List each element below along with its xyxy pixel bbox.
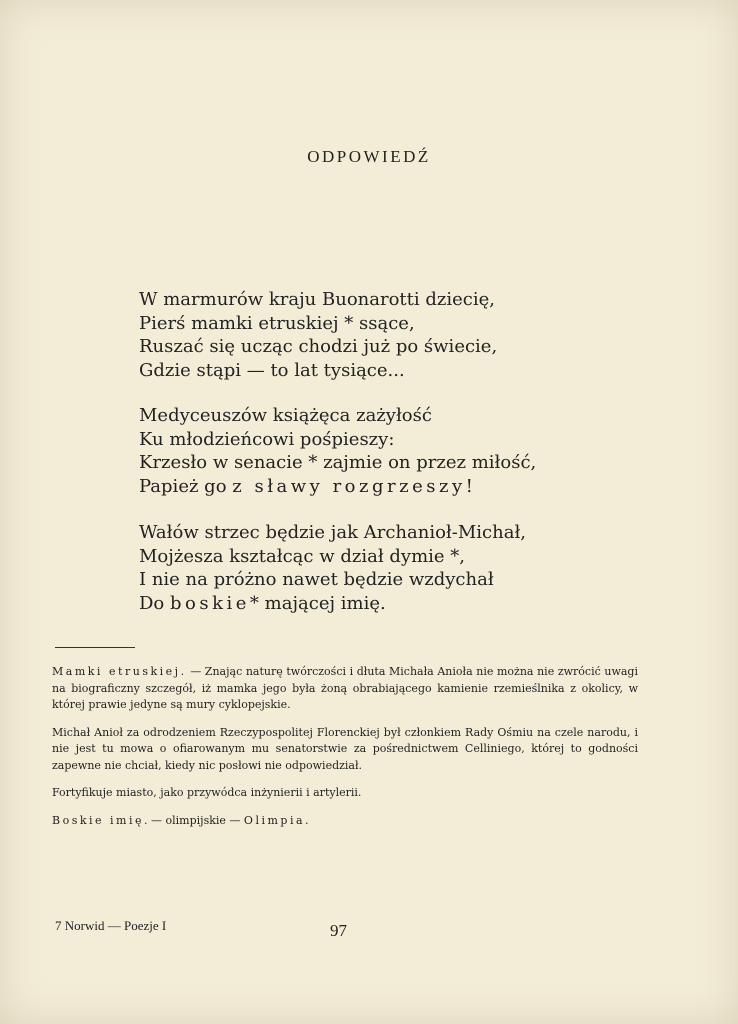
footnote-text: . — olimpijskie — [144, 813, 244, 827]
footnote-text: . [305, 813, 309, 827]
page-number: 97 [330, 921, 347, 940]
spaced-emphasis: boskie [170, 592, 250, 614]
printer-signature: 7 Norwid — Poezje I [55, 918, 167, 933]
verse-line: W marmurów kraju Buonarotti dziecię, [139, 289, 495, 310]
verse-line: Wałów strzec będzie jak Archanioł-Michał, [139, 522, 526, 543]
verse-line: Medyceuszów książęca zażyłość [139, 405, 432, 426]
spaced-emphasis: z sławy rozgrzeszy! [232, 475, 477, 497]
footnotes [52, 664, 638, 840]
footnote-term: Mamki etruskiej. [52, 665, 187, 678]
verse-text: Do [139, 592, 170, 614]
verse-line: Ku młodzieńcowi pośpieszy: [139, 428, 395, 450]
verse-line: Mojżesza kształcąc w dział dymie *, [139, 545, 465, 567]
verse-line: Gdzie stąpi — to lat tysiące... [139, 359, 405, 381]
footnote: Fortyfikuje miasto, jako przywódca inżynierii i artylerii. [52, 786, 362, 799]
verse-line: Pierś mamki etruskiej * ssące, [139, 312, 415, 334]
footnote-divider [55, 647, 135, 648]
footnote [52, 813, 638, 830]
stanza-1 [139, 288, 497, 382]
verse-text: * mającej imię. [249, 592, 386, 614]
verse-text: Papież go [139, 475, 233, 497]
poem-title: ODPOWIEDŹ [307, 147, 431, 166]
footnote: Michał Anioł za odrodzeniem Rzeczypospolitej Florenckiej był członkiem Rady Ośmiu na czele narodu, i nie jest tu mowa o ofiarowanym mu senatorstwie za pośrednictwem Celliniego, której to godności zapewne nie chciał, kiedy nic posłowi nie odpowiedział. [52, 725, 638, 772]
verse-line: Krzesło w senacie * zajmie on przez miłość, [139, 452, 537, 473]
stanza-2 [139, 404, 536, 498]
verse-line: I nie na próżno nawet będzie wzdychał [139, 569, 494, 590]
footnote-text: — Znając naturę twórczości i dłuta Michała Anioła nie można nie zwrócić uwagi na biograficzny szczegół, iż mamka jego była żoną obrabiającego kamienie rzemieślnika z okolicy, w której prawie jedyne są mury cyklopejskie. [52, 665, 638, 711]
verse-line: Ruszać się ucząc chodzi już po świecie, [139, 336, 498, 357]
verse-line [139, 475, 536, 499]
verse-line [139, 592, 526, 616]
footnote-term: Olimpia [243, 813, 306, 827]
footnote [52, 664, 638, 714]
footnote-term: Boskie imię [52, 813, 145, 827]
stanza-3 [139, 521, 526, 615]
